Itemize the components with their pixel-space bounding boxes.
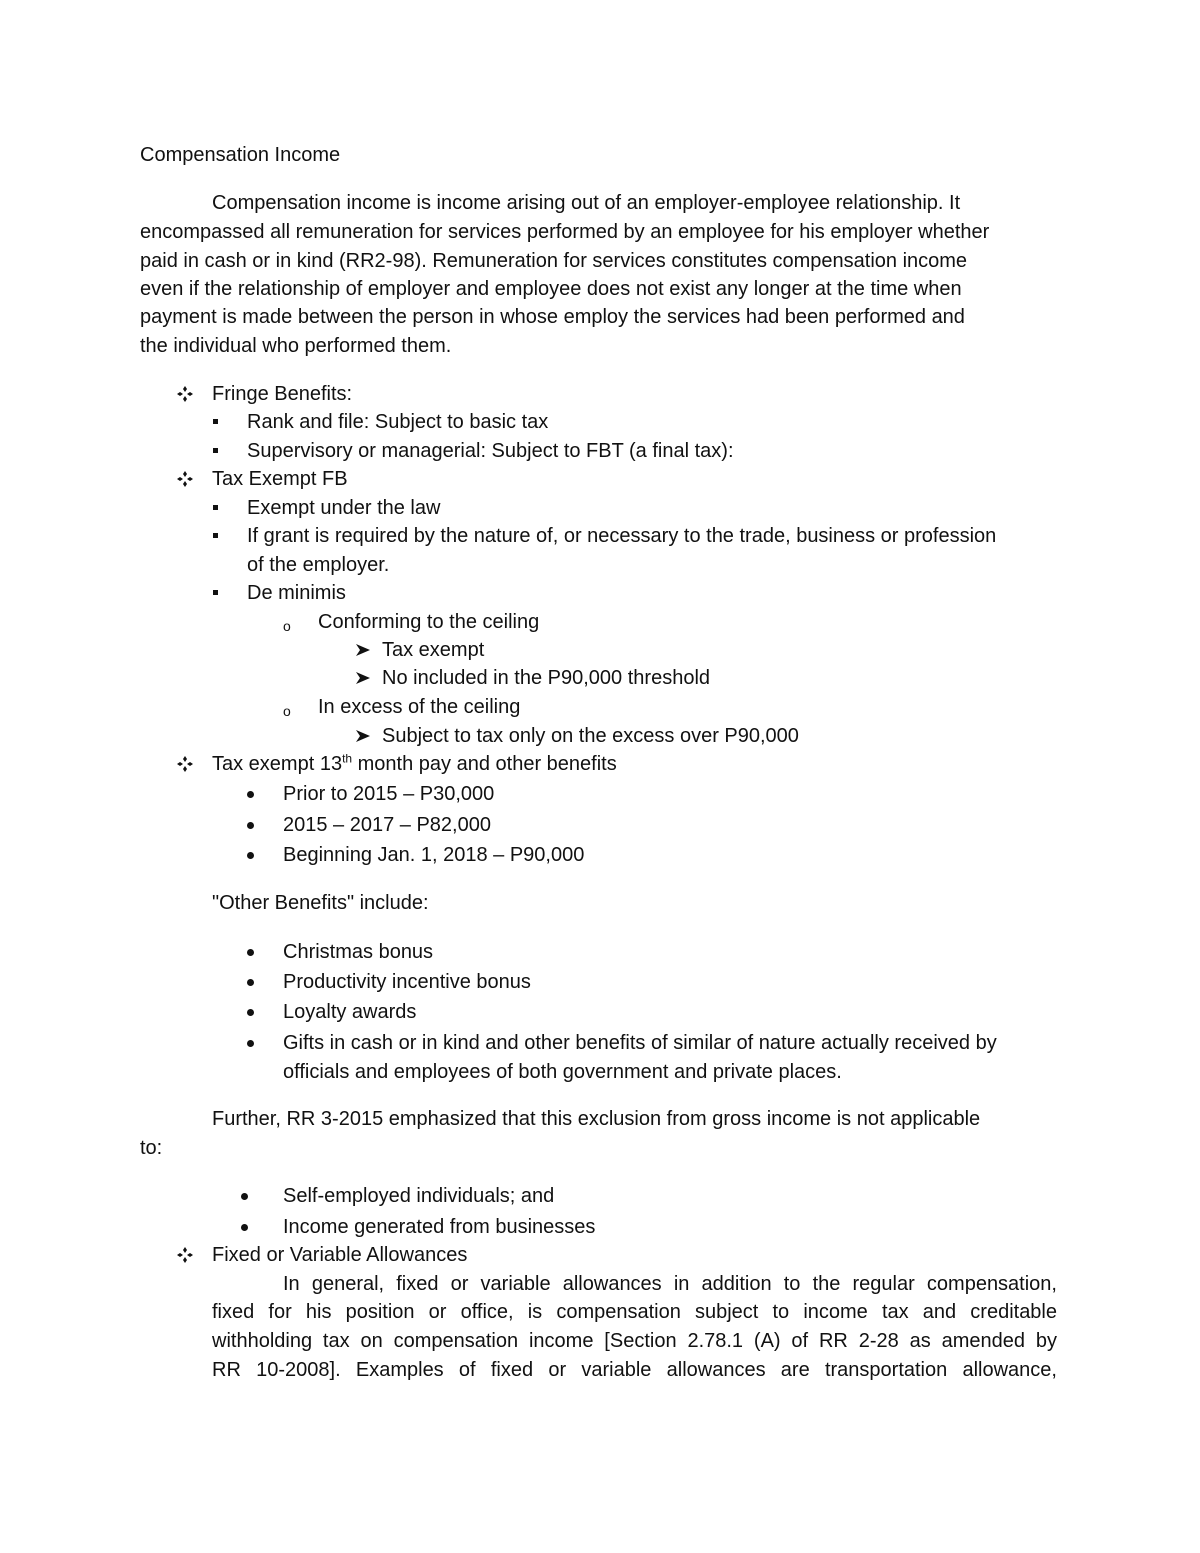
four-diamond-bullet-icon bbox=[176, 385, 194, 403]
round-bullet-icon bbox=[247, 1009, 254, 1016]
list-item: Rank and file: Subject to basic tax bbox=[247, 411, 549, 433]
list-item: De minimis bbox=[247, 582, 346, 604]
list-item: Supervisory or managerial: Subject to FBT (a final tax): bbox=[247, 440, 734, 462]
list-item: Christmas bonus bbox=[283, 941, 434, 963]
thirteenth-heading-pre: Tax exempt 13 bbox=[212, 753, 343, 775]
square-bullet-icon bbox=[213, 419, 218, 424]
allowances-paragraph-line: RR 10-2008]. Examples of fixed or variable allowances are transportation allowance, bbox=[212, 1359, 1057, 1381]
list-item: Prior to 2015 – P30,000 bbox=[283, 783, 495, 805]
exempt-fb-heading: Tax Exempt FB bbox=[212, 468, 348, 490]
list-item: 2015 – 2017 – P82,000 bbox=[283, 814, 491, 836]
intro-line: the individual who performed them. bbox=[140, 335, 452, 357]
list-item: Beginning Jan. 1, 2018 – P90,000 bbox=[283, 844, 585, 866]
further-paragraph-line: to: bbox=[140, 1137, 163, 1159]
sub-sub-list-item: Subject to tax only on the excess over P90,000 bbox=[382, 725, 799, 747]
thirteenth-heading-sup: th bbox=[342, 751, 353, 766]
square-bullet-icon bbox=[213, 533, 218, 538]
circle-bullet-icon: o bbox=[283, 703, 291, 719]
four-diamond-bullet-icon bbox=[176, 470, 194, 488]
round-bullet-icon bbox=[247, 822, 254, 829]
round-bullet-icon bbox=[241, 1193, 248, 1200]
list-item-continuation: of the employer. bbox=[247, 554, 390, 576]
intro-line: paid in cash or in kind (RR2-98). Remuneration for services constitutes compensation income bbox=[140, 250, 968, 272]
list-item-continuation: officials and employees of both government and private places. bbox=[283, 1061, 842, 1083]
round-bullet-icon bbox=[247, 1040, 254, 1047]
four-diamond-bullet-icon bbox=[176, 755, 194, 773]
list-item: Income generated from businesses bbox=[283, 1216, 596, 1238]
other-benefits-heading: "Other Benefits" include: bbox=[212, 892, 429, 914]
list-item: Loyalty awards bbox=[283, 1001, 417, 1023]
intro-line: payment is made between the person in whose employ the services had been performed and bbox=[140, 306, 965, 328]
square-bullet-icon bbox=[213, 505, 218, 510]
intro-line: Compensation income is income arising out of an employer-employee relationship. It bbox=[212, 192, 961, 214]
thirteenth-heading-post: month pay and other benefits bbox=[352, 753, 617, 775]
square-bullet-icon bbox=[213, 590, 218, 595]
allowances-heading: Fixed or Variable Allowances bbox=[212, 1244, 468, 1266]
arrowhead-bullet-icon bbox=[355, 671, 371, 685]
fringe-heading: Fringe Benefits: bbox=[212, 383, 353, 405]
list-item: Gifts in cash or in kind and other benefits of similar of nature actually received by bbox=[283, 1032, 997, 1054]
circle-bullet-icon: o bbox=[283, 618, 291, 634]
list-item: If grant is required by the nature of, or necessary to the trade, business or profession bbox=[247, 525, 997, 547]
four-diamond-bullet-icon bbox=[176, 1246, 194, 1264]
allowances-paragraph-line: In general, fixed or variable allowances in addition to the regular compensation, bbox=[283, 1273, 1057, 1295]
round-bullet-icon bbox=[247, 979, 254, 986]
round-bullet-icon bbox=[247, 791, 254, 798]
intro-line: encompassed all remuneration for services performed by an employee for his employer whether bbox=[140, 221, 990, 243]
arrowhead-bullet-icon bbox=[355, 729, 371, 743]
sub-list-item: In excess of the ceiling bbox=[318, 696, 521, 718]
further-paragraph-line: Further, RR 3-2015 emphasized that this exclusion from gross income is not applicable bbox=[212, 1108, 981, 1130]
intro-line: even if the relationship of employer and employee does not exist any longer at the time when bbox=[140, 278, 962, 300]
allowances-paragraph-line: withholding tax on compensation income [Section 2.78.1 (A) of RR 2-28 as amended by bbox=[212, 1330, 1057, 1352]
round-bullet-icon bbox=[247, 949, 254, 956]
list-item: Self-employed individuals; and bbox=[283, 1185, 555, 1207]
round-bullet-icon bbox=[241, 1224, 248, 1231]
square-bullet-icon bbox=[213, 448, 218, 453]
thirteenth-heading bbox=[212, 750, 617, 778]
sub-sub-list-item: Tax exempt bbox=[382, 639, 485, 661]
sub-list-item: Conforming to the ceiling bbox=[318, 611, 540, 633]
list-item: Exempt under the law bbox=[247, 497, 441, 519]
arrowhead-bullet-icon bbox=[355, 643, 371, 657]
list-item: Productivity incentive bonus bbox=[283, 971, 531, 993]
round-bullet-icon bbox=[247, 852, 254, 859]
allowances-paragraph-line: fixed for his position or office, is compensation subject to income tax and creditable bbox=[212, 1301, 1057, 1323]
sub-sub-list-item: No included in the P90,000 threshold bbox=[382, 667, 711, 689]
document-title: Compensation Income bbox=[140, 144, 341, 166]
